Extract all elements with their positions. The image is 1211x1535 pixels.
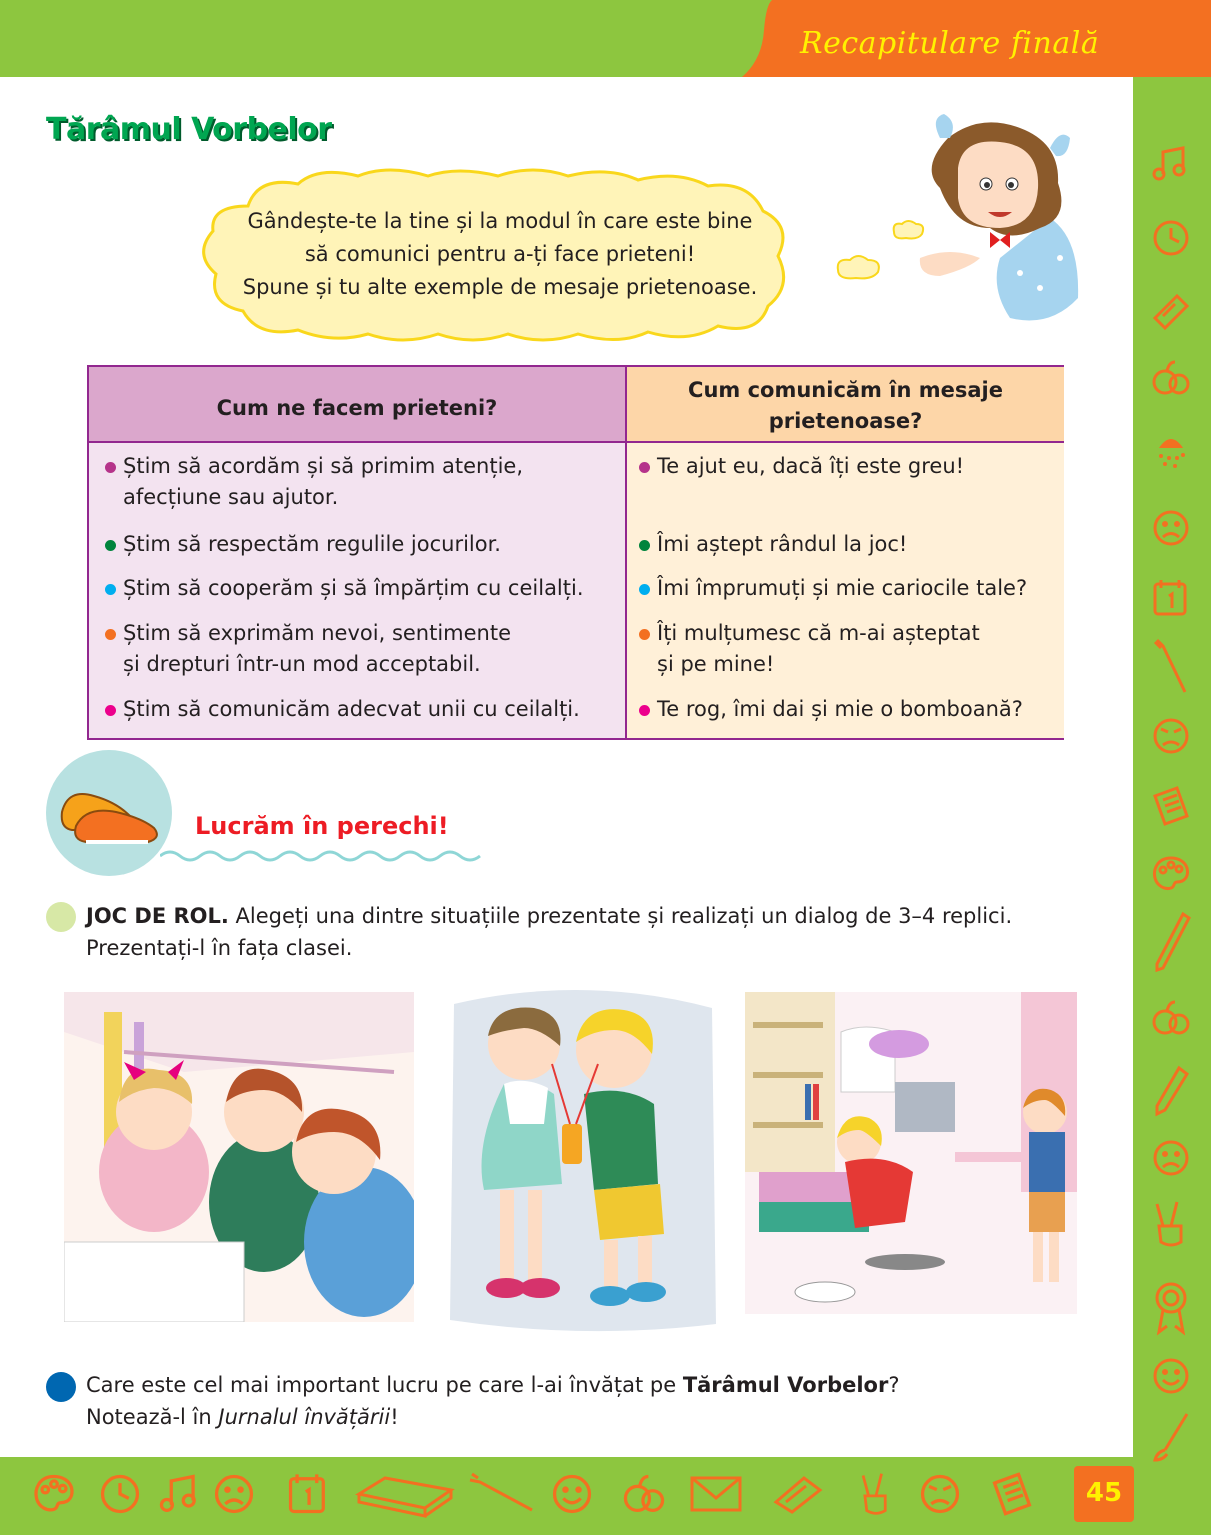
table-cell: Știm să comunicăm adecvat unii cu ceilalți. — [123, 697, 580, 721]
right-sidebar — [1133, 77, 1211, 1457]
toothbrush-icon — [1149, 636, 1193, 696]
apple-icon — [1149, 996, 1193, 1040]
bullet — [639, 629, 650, 640]
palette-icon — [30, 1470, 78, 1518]
wave-divider — [160, 848, 482, 864]
bullet — [105, 462, 116, 473]
ticket-icon — [770, 1470, 826, 1518]
smile-icon — [1149, 1354, 1193, 1398]
small-cloud — [832, 252, 884, 282]
sad-face-icon — [1149, 506, 1193, 550]
table-cell: Îmi împrumuți și mie cariocile tale? — [657, 576, 1028, 600]
section-title: Tărâmul Vorbelor — [46, 112, 332, 147]
calendar-icon — [1149, 576, 1193, 620]
table-header-left: Cum ne facem prieteni? — [89, 367, 625, 443]
bullet — [639, 462, 650, 473]
angry-face-icon — [1149, 714, 1193, 758]
bullet — [639, 540, 650, 551]
notebook-icon — [1149, 784, 1193, 828]
task-2-text: Care este cel mai important lucru pe care l-ai învățat pe Tărâmul Vorbelor? Notează-l în Jurnalul învățării! — [86, 1373, 900, 1429]
clock-icon — [1149, 216, 1193, 260]
page-number: 45 — [1074, 1466, 1134, 1522]
ticket-icon — [1149, 290, 1193, 334]
speech-text: Gândește-te la tine și la modul în care este bine să comunici pentru a-ți face prieteni! Spune și tu alte exemple de mesaje prietenoase. — [242, 209, 758, 299]
pairs-title: Lucrăm în perechi! — [195, 812, 449, 840]
table-column-left — [89, 367, 625, 738]
task-marker — [46, 902, 76, 932]
brush-icon — [1149, 1410, 1193, 1464]
sad-face-icon — [1149, 1136, 1193, 1180]
palette-icon — [1149, 852, 1193, 896]
angry-face-icon — [916, 1470, 964, 1518]
task-marker — [46, 1372, 76, 1402]
header-title: Recapitulare finală — [800, 26, 1100, 61]
pencil-icon — [1149, 910, 1193, 974]
book-icon — [355, 1470, 455, 1518]
apple-icon — [620, 1470, 668, 1518]
notebook-icon — [988, 1470, 1036, 1518]
table-cell: Știm să respectăm regulile jocurilor. — [123, 532, 501, 556]
envelope-icon — [688, 1470, 744, 1518]
victory-hand-icon — [1149, 1198, 1193, 1250]
shower-icon — [1149, 428, 1193, 472]
girl-illustration — [900, 108, 1100, 328]
bullet — [105, 584, 116, 595]
bullet — [105, 705, 116, 716]
friendship-table — [87, 365, 1064, 740]
table-cell: Îți mulțumesc că m-ai așteptat și pe mine! — [657, 621, 980, 676]
bullet — [639, 705, 650, 716]
task-1-text: JOC DE ROL. Alegeți una dintre situațiile prezentate și realizați un dialog de 3–4 replici. Prezentați-l în fața clasei. — [86, 904, 1013, 960]
table-cell: Știm să exprimăm nevoi, sentimente și drepturi într-un mod acceptabil. — [123, 621, 512, 676]
kids-drinking-illustration — [444, 984, 722, 1336]
pencil-icon — [1149, 1064, 1193, 1118]
bullet — [105, 540, 116, 551]
shoes-icon — [46, 750, 172, 876]
clock-icon — [96, 1470, 144, 1518]
bedroom-illustration — [745, 992, 1077, 1314]
table-cell: Știm să cooperăm și să împărțim cu ceilalți. — [123, 576, 584, 600]
victory-hand-icon — [852, 1470, 900, 1518]
bullet — [639, 584, 650, 595]
shoes-badge — [46, 750, 172, 876]
smile-icon — [548, 1470, 596, 1518]
apple-icon — [1149, 356, 1193, 400]
table-column-right — [625, 367, 1064, 738]
toothbrush-icon — [466, 1470, 536, 1518]
table-cell: Știm să acordăm și să primim atenție, afecțiune sau ajutor. — [123, 454, 524, 509]
table-header-right: Cum comunicăm în mesaje prietenoase? — [627, 367, 1064, 443]
bullet — [105, 629, 116, 640]
sad-face-icon — [210, 1470, 258, 1518]
table-cell: Te rog, îmi dai și mie o bomboană? — [657, 697, 1023, 721]
restaurant-illustration — [64, 992, 414, 1322]
music-icon — [156, 1470, 204, 1518]
table-cell: Te ajut eu, dacă îți este greu! — [657, 454, 965, 478]
music-icon — [1149, 142, 1193, 186]
calendar-icon — [284, 1470, 332, 1518]
medal-icon — [1149, 1280, 1193, 1336]
table-cell: Îmi aștept rândul la joc! — [657, 532, 908, 556]
